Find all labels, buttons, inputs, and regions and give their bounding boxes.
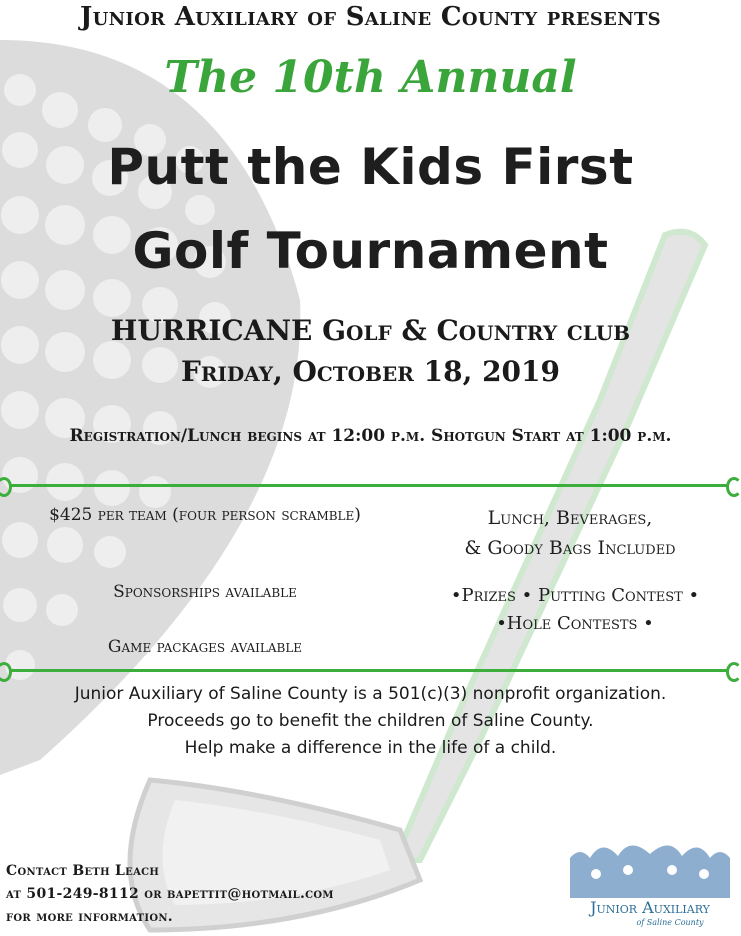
contact-line-1: Contact Beth Leach bbox=[6, 863, 160, 879]
logo-subtitle: of Saline County bbox=[636, 918, 704, 927]
presenter-line: Junior Auxiliary of Saline County presents bbox=[80, 2, 661, 32]
contests-line-2: •Hole Contests • bbox=[496, 613, 654, 634]
mission-line-1: Junior Auxiliary of Saline County is a 501(c)(3) nonprofit organization. bbox=[74, 684, 667, 704]
included-line-1: Lunch, Beverages, bbox=[487, 507, 653, 529]
edition-subtitle: The 10th Annual bbox=[164, 52, 577, 103]
game-packages-note: Game packages available bbox=[107, 637, 303, 657]
mission-line-2: Proceeds go to benefit the children of Saline County. bbox=[147, 711, 594, 731]
event-title-line-1: Putt the Kids First bbox=[107, 138, 634, 196]
green-divider-top bbox=[10, 484, 728, 487]
contact-line-2[interactable]: at 501-249-8112 or bapettit@hotmail.com bbox=[6, 886, 334, 902]
team-price: $425 per team (four person scramble) bbox=[49, 505, 361, 525]
contests bbox=[410, 582, 740, 638]
green-divider-bottom bbox=[10, 669, 728, 672]
event-date: Friday, October 18, 2019 bbox=[180, 355, 560, 388]
included-items bbox=[410, 503, 730, 563]
included-line-2: & Goody Bags Included bbox=[464, 537, 676, 559]
event-title-line-2: Golf Tournament bbox=[132, 222, 609, 280]
venue: HURRICANE Golf & Country club bbox=[110, 314, 631, 347]
contests-line-1: •Prizes • Putting Contest • bbox=[450, 585, 700, 606]
mission-line-3: Help make a difference in the life of a child. bbox=[184, 738, 557, 758]
sponsorships-note: Sponsorships available bbox=[113, 582, 297, 602]
logo-name: Junior Auxiliary bbox=[590, 898, 710, 917]
contact-line-3: for more information. bbox=[6, 909, 173, 925]
event-schedule: Registration/Lunch begins at 12:00 p.m. Shotgun Start at 1:00 p.m. bbox=[69, 426, 672, 446]
